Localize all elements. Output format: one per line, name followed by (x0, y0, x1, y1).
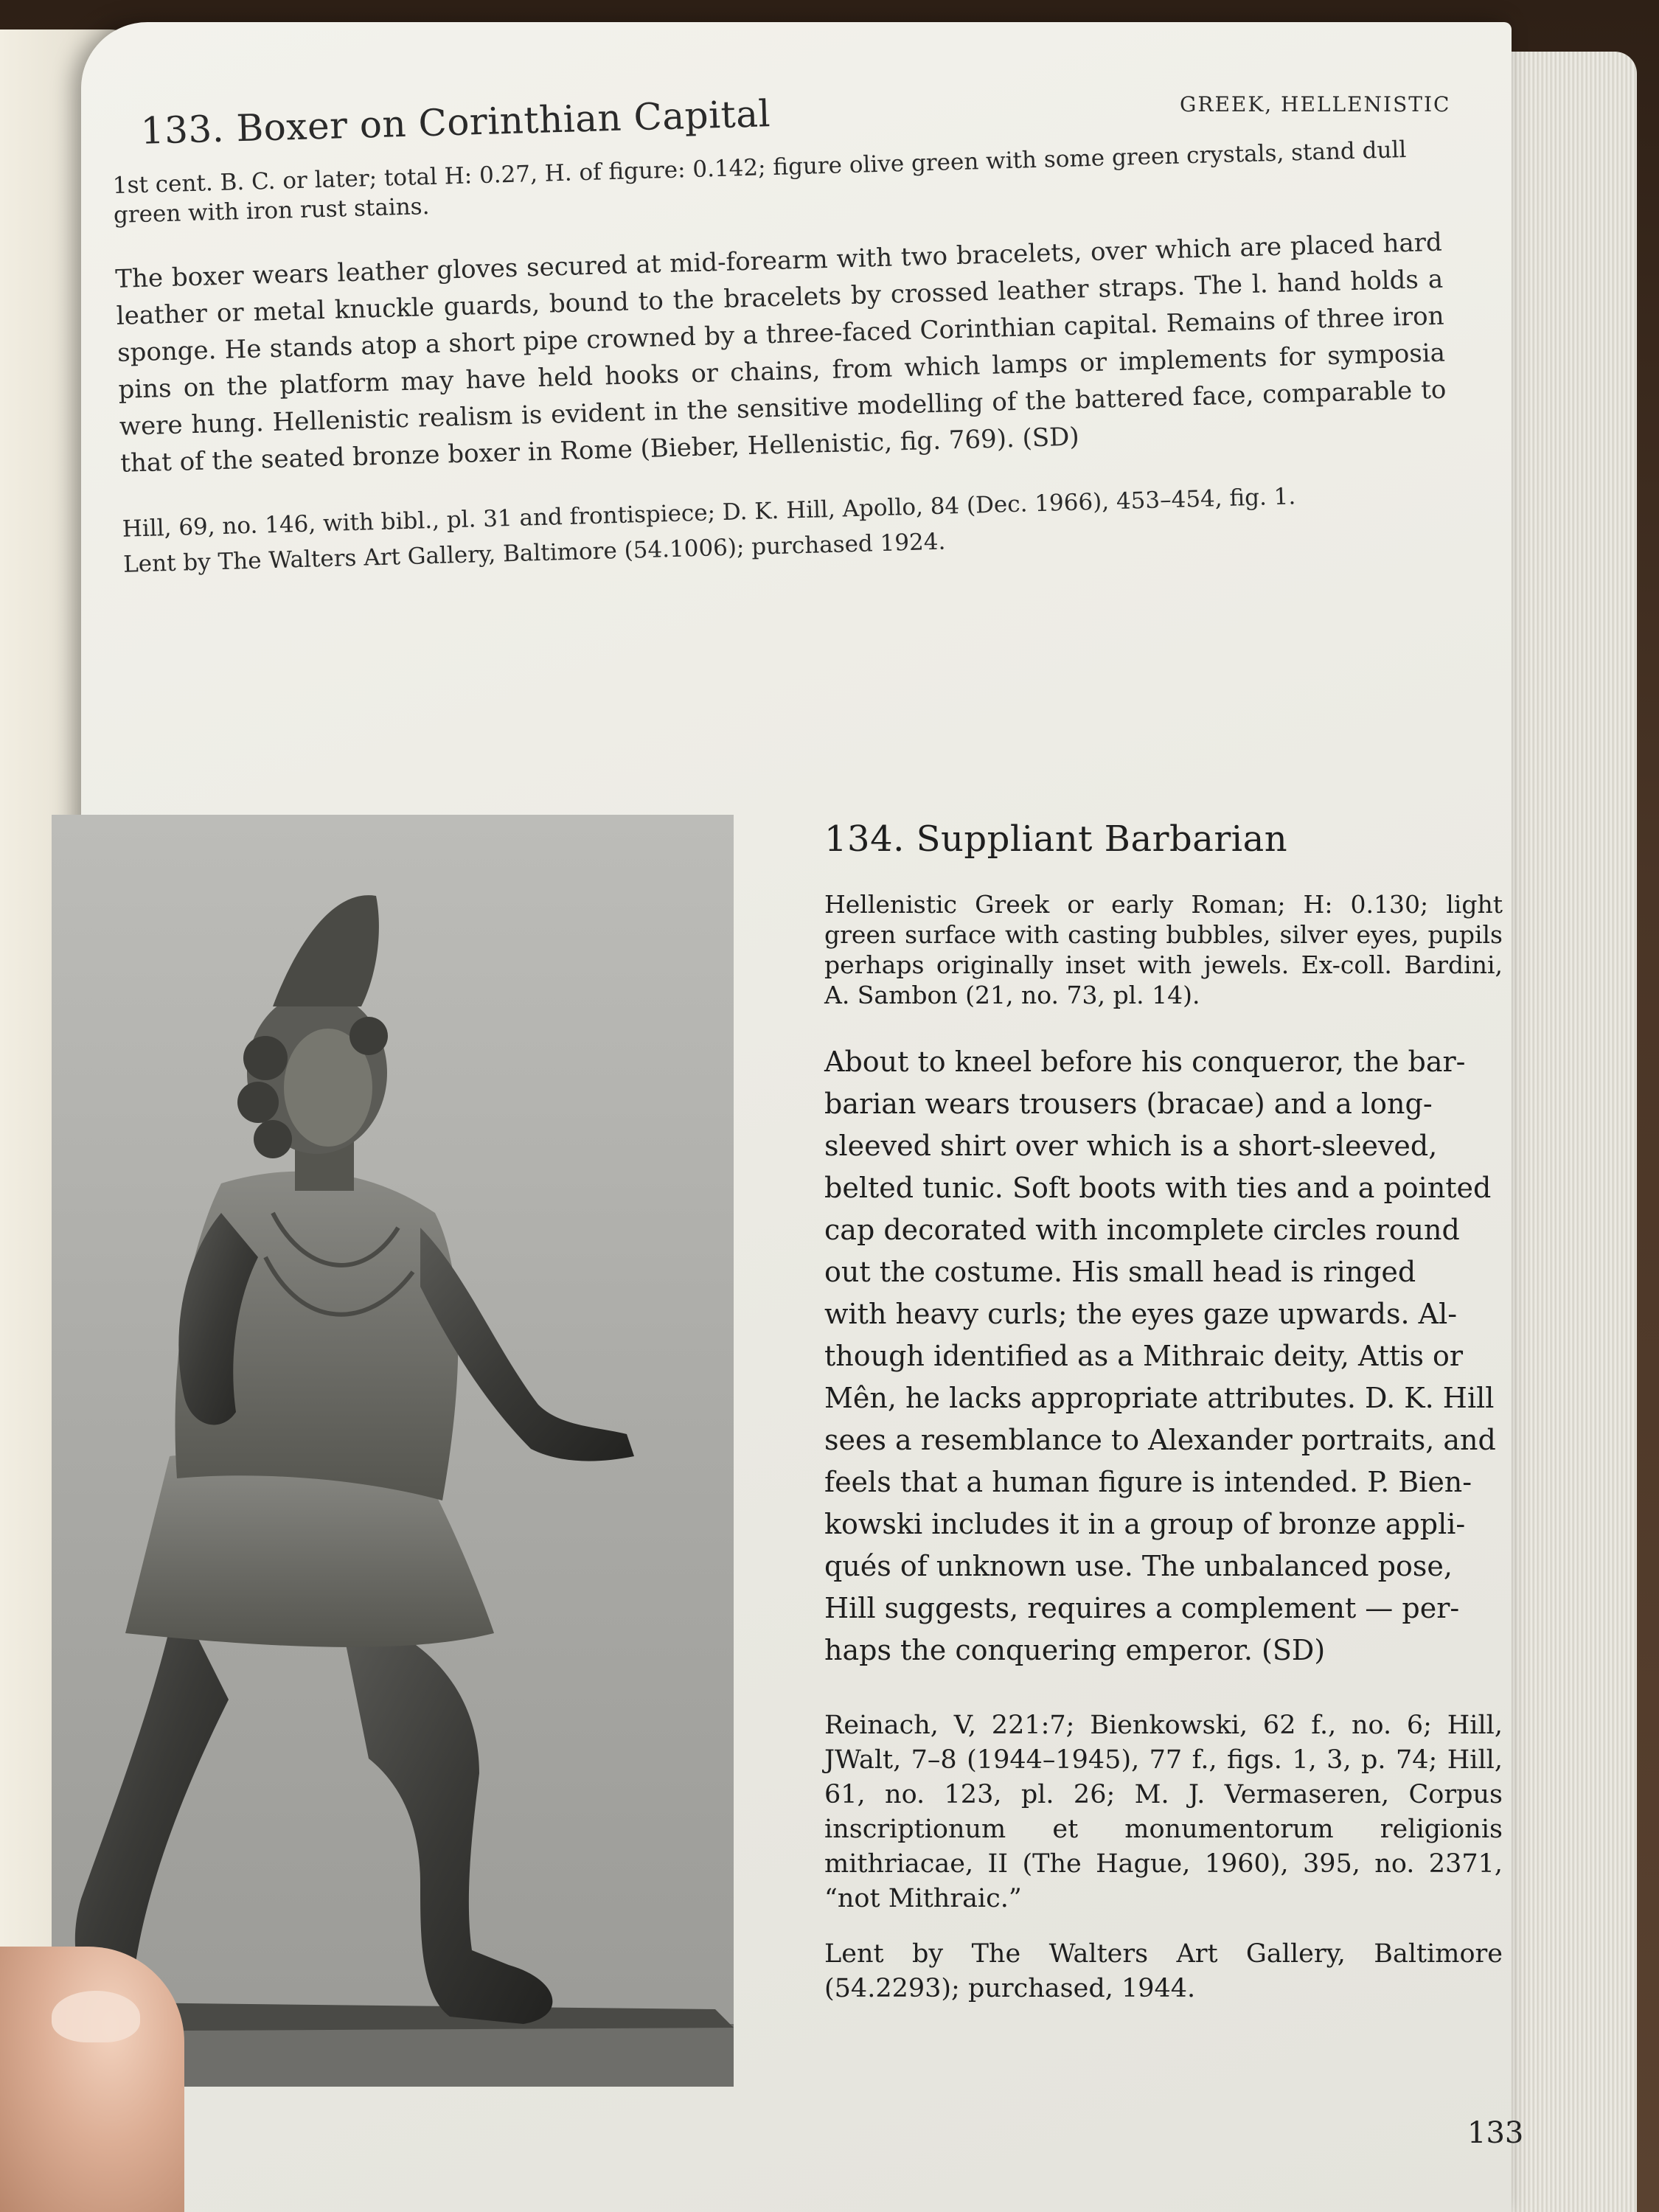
entry-134-body-line: Hill suggests, requires a complement — per- (824, 1592, 1460, 1624)
entry-134-body-line: About to kneel before his conqueror, the bar- (824, 1046, 1466, 1078)
entry-134-body-line: sees a resemblance to Alexander portraits, and (824, 1424, 1496, 1456)
thumb (0, 1947, 184, 2212)
page-number: 133 (1467, 2116, 1524, 2150)
entry-134-title: 134. Suppliant Barbarian (824, 818, 1288, 860)
entry-134-body-line: though identified as a Mithraic deity, Attis or (824, 1340, 1464, 1372)
statuette-photograph (52, 815, 734, 2087)
running-head: GREEK, HELLENISTIC (1180, 92, 1451, 116)
entry-134-body-line: barian wears trousers (bracae) and a long- (824, 1088, 1433, 1120)
entry-133-bibliography: Hill, 69, no. 146, with bibl., pl. 31 and frontispiece; D. K. Hill, Apollo, 84 (Dec. 1966), 453–454, fig. 1. (122, 483, 1296, 543)
book-page (81, 22, 1524, 2212)
thumbnail-nail (52, 1991, 140, 2042)
entry-134-body-line: out the costume. His small head is ringed (824, 1256, 1416, 1288)
entry-134-body-line: sleeved shirt over which is a short-sleeved, (824, 1130, 1438, 1162)
barbarian-statuette-image (52, 815, 734, 2087)
page-stack-edge (1489, 52, 1637, 2212)
entry-134-body-line: Mên, he lacks appropriate attributes. D. K. Hill (824, 1382, 1495, 1414)
entry-134-body-line: belted tunic. Soft boots with ties and a pointed (824, 1172, 1492, 1204)
entry-134-body-line: with heavy curls; the eyes gaze upwards. Al- (824, 1298, 1458, 1330)
entry-134-body-line: kowski includes it in a group of bronze appli- (824, 1508, 1466, 1540)
entry-134-body-line: feels that a human figure is intended. P. Bien- (824, 1466, 1472, 1498)
entry-133-lent-by: Lent by The Walters Art Gallery, Baltimore (54.1006); purchased 1924. (122, 528, 946, 578)
entry-133-title: 133. Boxer on Corinthian Capital (139, 92, 771, 153)
entry-133 (111, 74, 1450, 582)
entry-134-body-line: qués of unknown use. The unbalanced pose, (824, 1550, 1453, 1582)
entry-134-lent-by: Lent by The Walters Art Gallery, Baltimore (54.2293); purchased, 1944. (824, 1939, 1503, 2003)
entry-134-bibliography: Reinach, V, 221:7; Bienkowski, 62 f., no. 6; Hill, JWalt, 7–8 (1944–1945), 77 f., figs. 1, 3, p. 74; Hill, 61, no. 123, pl. 26; M. J. Vermaseren, Corpus inscriptionum et monumentorum religionis mithriacae, II (The Hague, 1960), 395, no. 2371, “not Mithraic.” (824, 1711, 1503, 1913)
entry-134-meta: Hellenistic Greek or early Roman; H: 0.130; light green surface with casting bubbles, silver eyes, pupils perhaps originally inset with jewels. Ex-coll. Bardini, A. Sambon (21, no. 73, pl. 14). (824, 890, 1503, 1009)
entry-133-references (122, 475, 1450, 582)
entry-133-meta: 1st cent. B. C. or later; total H: 0.27, H. of figure: 0.142; figure olive green with some green crystals, stand dull green with iron rust stains. (112, 136, 1407, 229)
entry-134 (824, 818, 1503, 2006)
entry-134-body (824, 1041, 1503, 1672)
entry-133-body: The boxer wears leather gloves secured at mid-forearm with two bracelets, over which are placed hard leather or metal knuckle guards, bound to the bracelets by crossed leather straps. The l. hand holds a sponge. He stands atop a short pipe crowned by a three-faced Corinthian capital. Remains of three iron pins on the platform may have held hooks or chains, from which lamps or implements for symposia were hung. Hellenistic realism is evident in the sensitive modelling of the battered face, comparable to that of the seated bronze boxer in Rome (Bieber, Hellenistic, fig. 769). (SD) (114, 227, 1447, 479)
entry-134-body-line: cap decorated with incomplete circles round (824, 1214, 1460, 1246)
entry-134-body-line: haps the conquering emperor. (SD) (824, 1634, 1326, 1666)
